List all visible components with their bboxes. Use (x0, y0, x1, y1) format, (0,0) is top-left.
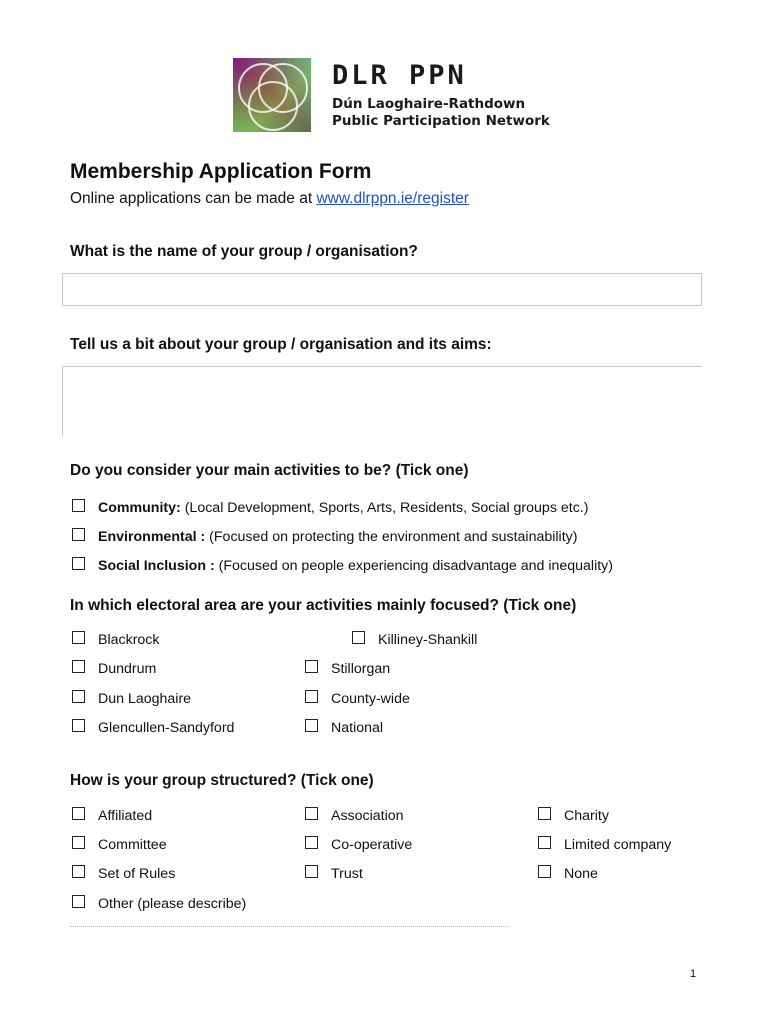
online-note (70, 190, 469, 208)
structure-option[interactable]: Limited company (538, 837, 671, 853)
logo-subtitle-2: Public Participation Network (332, 113, 550, 129)
checkbox[interactable] (72, 557, 85, 570)
checkbox[interactable] (72, 719, 85, 732)
structure-option[interactable]: Association (305, 808, 404, 824)
structure-option[interactable]: Set of Rules (72, 866, 175, 882)
dlr-ppn-logo-icon (233, 58, 311, 132)
question-electoral-area: In which electoral area are your activities mainly focused? (Tick one) (70, 597, 577, 614)
checkbox[interactable] (72, 865, 85, 878)
area-option[interactable]: County-wide (305, 691, 410, 707)
aims-field[interactable] (62, 366, 702, 436)
question-group-name: What is the name of your group / organisation? (70, 243, 418, 260)
checkbox[interactable] (72, 690, 85, 703)
structure-option[interactable]: None (538, 866, 598, 882)
checkbox[interactable] (72, 631, 85, 644)
activity-option-environmental[interactable]: Environmental : (Focused on protecting the environment and sustainability) (72, 529, 577, 545)
question-structure: How is your group structured? (Tick one) (70, 772, 374, 789)
question-aims: Tell us a bit about your group / organisation and its aims: (70, 336, 492, 353)
register-link[interactable]: www.dlrppn.ie/register (316, 190, 469, 207)
checkbox[interactable] (305, 719, 318, 732)
question-activities: Do you consider your main activities to be? (Tick one) (70, 462, 469, 479)
checkbox[interactable] (305, 836, 318, 849)
area-option[interactable]: Blackrock (72, 632, 160, 648)
activity-option-community[interactable]: Community: (Local Development, Sports, Arts, Residents, Social groups etc.) (72, 500, 588, 516)
structure-option[interactable]: Committee (72, 837, 167, 853)
checkbox[interactable] (72, 836, 85, 849)
checkbox[interactable] (538, 865, 551, 878)
checkbox[interactable] (72, 528, 85, 541)
checkbox[interactable] (305, 690, 318, 703)
structure-option[interactable]: Charity (538, 808, 609, 824)
logo-name: DLR PPN (332, 60, 467, 91)
area-option[interactable]: Stillorgan (305, 661, 390, 677)
area-option[interactable]: Killiney-Shankill (352, 632, 477, 648)
structure-option[interactable]: Affiliated (72, 808, 152, 824)
area-option[interactable]: Glencullen-Sandyford (72, 720, 234, 736)
other-describe-line[interactable] (70, 926, 508, 927)
area-option[interactable]: Dundrum (72, 661, 156, 677)
form-title: Membership Application Form (70, 160, 372, 183)
checkbox[interactable] (305, 807, 318, 820)
structure-option[interactable]: Co-operative (305, 837, 412, 853)
checkbox[interactable] (72, 660, 85, 673)
structure-option[interactable]: Trust (305, 866, 363, 882)
area-option[interactable]: Dun Laoghaire (72, 691, 191, 707)
checkbox[interactable] (538, 836, 551, 849)
checkbox[interactable] (72, 895, 85, 908)
checkbox[interactable] (352, 631, 365, 644)
activity-option-social-inclusion[interactable]: Social Inclusion : (Focused on people experiencing disadvantage and inequality) (72, 558, 613, 574)
checkbox[interactable] (72, 807, 85, 820)
checkbox[interactable] (305, 865, 318, 878)
logo-subtitle-1: Dún Laoghaire-Rathdown (332, 96, 526, 112)
structure-option-other[interactable]: Other (please describe) (72, 896, 246, 912)
checkbox[interactable] (538, 807, 551, 820)
area-option[interactable]: National (305, 720, 383, 736)
checkbox[interactable] (305, 660, 318, 673)
group-name-field[interactable] (62, 273, 702, 306)
page-number: 1 (690, 968, 697, 980)
checkbox[interactable] (72, 499, 85, 512)
online-note-text: Online applications can be made at (70, 190, 317, 207)
